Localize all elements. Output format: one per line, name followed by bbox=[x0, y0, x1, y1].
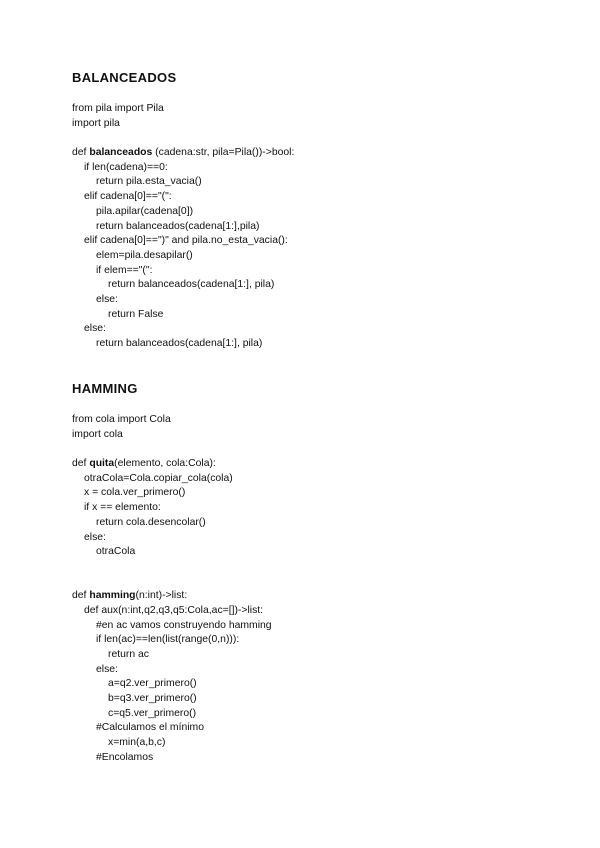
code-line: b=q3.ver_primero() bbox=[108, 693, 197, 705]
code-line: from pila import Pila bbox=[72, 103, 164, 114]
code-line: if len(ac)==len(list(range(0,n))): bbox=[96, 634, 240, 646]
function-name: hamming bbox=[89, 590, 136, 602]
code-line: from cola import Cola bbox=[72, 414, 171, 425]
code-line: else: bbox=[96, 663, 118, 675]
code-line: #en ac vamos construyendo hamming bbox=[96, 619, 272, 631]
code-line: return balanceados(cadena[1:], pila) bbox=[108, 279, 275, 291]
code-block bbox=[72, 102, 572, 352]
code-line: #Calculamos el mínimo bbox=[96, 722, 204, 734]
code-line: return cola.desencolar() bbox=[96, 516, 206, 528]
function-signature bbox=[72, 457, 572, 472]
def-keyword: def bbox=[72, 147, 90, 159]
spacer bbox=[72, 397, 572, 413]
section-balanceados bbox=[72, 70, 572, 352]
function-params: (elemento, cola:Cola): bbox=[114, 458, 216, 470]
function-name: quita bbox=[89, 458, 115, 470]
def-keyword: def bbox=[72, 458, 90, 470]
code-line: if elem=="(": bbox=[96, 264, 153, 276]
code-line: a=q2.ver_primero() bbox=[108, 678, 197, 690]
code-line: if x == elemento: bbox=[84, 502, 161, 514]
code-line: else: bbox=[96, 293, 118, 305]
section-title: HAMMING bbox=[72, 381, 138, 396]
code-line: import pila bbox=[72, 117, 120, 129]
code-line: return ac bbox=[108, 649, 150, 660]
spacer bbox=[72, 575, 572, 590]
code-line: x=min(a,b,c) bbox=[108, 737, 166, 749]
code-line: elem=pila.desapilar() bbox=[96, 249, 193, 261]
code-line: #Encolamos bbox=[96, 751, 154, 763]
code-line: else: bbox=[84, 323, 106, 335]
code-line: pila.apilar(cadena[0]) bbox=[96, 205, 194, 217]
code-line: import cola bbox=[72, 428, 123, 440]
code-line: elif cadena[0]=="(": bbox=[84, 191, 172, 203]
function-name: balanceados bbox=[89, 147, 153, 159]
function-params: (n:int)->list: bbox=[135, 590, 188, 602]
section-hamming bbox=[72, 381, 572, 766]
code-line: elif cadena[0]==")" and pila.no_esta_vacia(): bbox=[84, 235, 288, 247]
code-line: return pila.esta_vacia() bbox=[96, 176, 202, 188]
function-signature bbox=[72, 146, 572, 161]
code-line: return balanceados(cadena[1:],pila) bbox=[96, 220, 260, 232]
code-block bbox=[72, 413, 572, 766]
def-keyword: def bbox=[72, 590, 90, 602]
function-signature bbox=[72, 589, 572, 604]
code-line: x = cola.ver_primero() bbox=[84, 487, 186, 499]
code-line: if len(cadena)==0: bbox=[84, 161, 168, 173]
spacer bbox=[72, 131, 572, 146]
code-line: def aux(n:int,q2,q3,q5:Cola,ac=[])->list: bbox=[84, 604, 264, 616]
code-line: otraCola bbox=[96, 546, 136, 558]
section-title: BALANCEADOS bbox=[72, 70, 177, 85]
code-line: return False bbox=[108, 308, 164, 320]
code-line: else: bbox=[84, 531, 106, 543]
code-line: otraCola=Cola.copiar_cola(cola) bbox=[84, 472, 233, 484]
spacer bbox=[72, 86, 572, 102]
function-params: (cadena:str, pila=Pila())->bool: bbox=[152, 147, 295, 159]
code-line: return balanceados(cadena[1:], pila) bbox=[96, 338, 263, 349]
code-line: c=q5.ver_primero() bbox=[108, 707, 197, 719]
spacer bbox=[72, 442, 572, 457]
spacer bbox=[72, 560, 572, 575]
